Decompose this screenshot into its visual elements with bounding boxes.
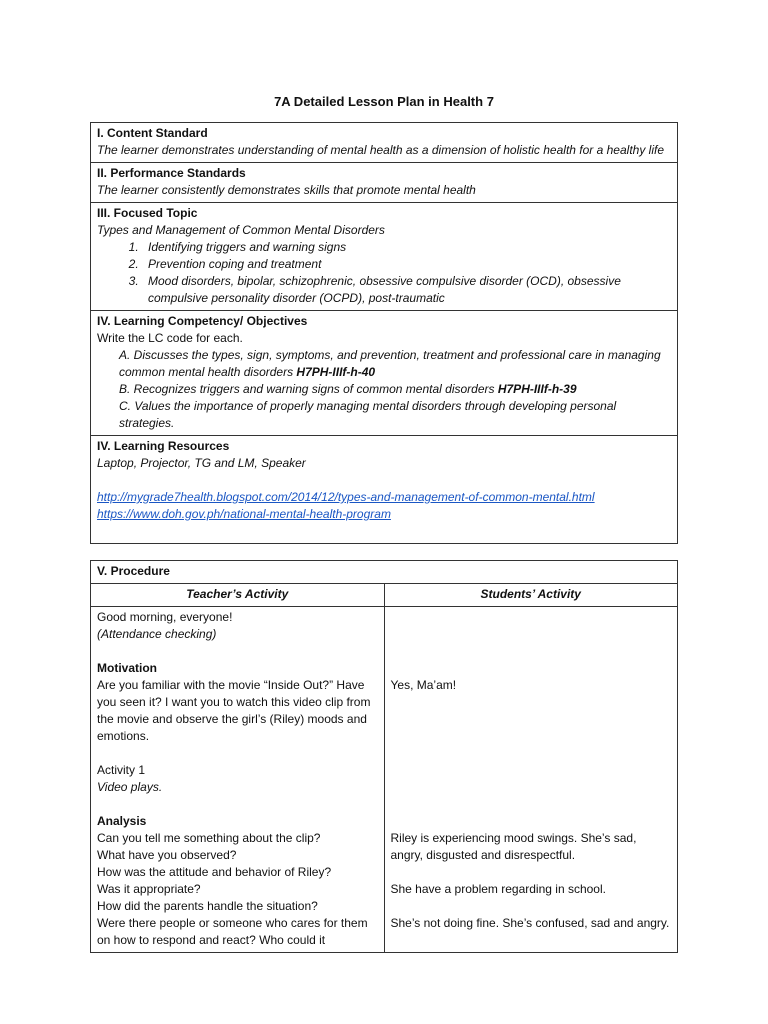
greeting: Good morning, everyone! bbox=[97, 610, 233, 624]
lesson-plan-table bbox=[90, 122, 678, 544]
list-item: 2. Prevention coping and treatment bbox=[142, 256, 671, 273]
content-standard-heading: I. Content Standard bbox=[97, 126, 208, 140]
analysis-question: How did the parents handle the situation? bbox=[97, 899, 318, 913]
teacher-activity-cell bbox=[91, 607, 385, 953]
analysis-question: Were there people or someone who cares for them on how to respond and react? Who could it bbox=[97, 916, 368, 947]
motivation-heading: Motivation bbox=[97, 661, 157, 675]
performance-standards-row bbox=[91, 163, 678, 203]
teacher-activity-header: Teacher’s Activity bbox=[91, 584, 385, 607]
list-item: 3. Mood disorders, bipolar, schizophrenic, obsessive compulsive disorder (OCD), obsessive compulsive personality disorder (OCPD), post-traumatic bbox=[142, 273, 671, 307]
objective-b: B. Recognizes triggers and warning signs of common mental disorders H7PH-IIIf-h-39 bbox=[119, 382, 577, 396]
student-answer: Yes, Ma’am! bbox=[390, 678, 457, 692]
students-activity-cell bbox=[384, 607, 678, 953]
procedure-body-row bbox=[91, 607, 678, 953]
student-answer: She have a problem regarding in school. bbox=[390, 882, 606, 896]
analysis-question: What have you observed? bbox=[97, 848, 237, 862]
objective-c: C. Values the importance of properly managing mental disorders through developing personal strategies. bbox=[119, 399, 617, 430]
motivation-text: Are you familiar with the movie “Inside Out?” Have you seen it? I want you to watch this video clip from the movie and observe the girl’s (Riley) moods and emotions. bbox=[97, 678, 371, 743]
students-activity-header: Students’ Activity bbox=[384, 584, 678, 607]
content-standard-row bbox=[91, 123, 678, 163]
student-answer: She’s not doing fine. She’s confused, sad and angry. bbox=[390, 916, 670, 930]
analysis-question: Was it appropriate? bbox=[97, 882, 201, 896]
competency-heading: IV. Learning Competency/ Objectives bbox=[97, 314, 308, 328]
procedure-table bbox=[90, 560, 678, 953]
content-standard-text: The learner demonstrates understanding of mental health as a dimension of holistic health for a healthy life bbox=[97, 143, 664, 157]
performance-standards-heading: II. Performance Standards bbox=[97, 166, 246, 180]
analysis-heading: Analysis bbox=[97, 814, 147, 828]
procedure-heading-row bbox=[91, 561, 678, 584]
resources-text: Laptop, Projector, TG and LM, Speaker bbox=[97, 456, 306, 470]
lc-code: H7PH-IIIf-h-40 bbox=[296, 365, 376, 379]
resource-link[interactable]: https://www.doh.gov.ph/national-mental-health-program bbox=[97, 507, 391, 521]
focused-topic-text: Types and Management of Common Mental Disorders bbox=[97, 223, 385, 237]
focused-topic-heading: III. Focused Topic bbox=[97, 206, 198, 220]
focused-topic-row bbox=[91, 203, 678, 311]
objective-a: A. Discusses the types, sign, symptoms, and prevention, treatment and professional care in managing common mental health disorders H7PH-IIIf-h-40 bbox=[119, 348, 661, 379]
procedure-column-headers bbox=[91, 584, 678, 607]
performance-standards-text: The learner consistently demonstrates skills that promote mental health bbox=[97, 183, 476, 197]
procedure-heading: V. Procedure bbox=[91, 561, 678, 584]
resources-row bbox=[91, 436, 678, 544]
activity-heading: Activity 1 bbox=[97, 763, 146, 777]
student-answer: Riley is experiencing mood swings. She’s sad, angry, disgusted and disrespectful. bbox=[390, 831, 637, 862]
list-item: 1. Identifying triggers and warning signs bbox=[142, 239, 671, 256]
resource-link[interactable]: http://mygrade7health.blogspot.com/2014/12/types-and-management-of-common-mental.html bbox=[97, 490, 595, 504]
competency-instruction: Write the LC code for each. bbox=[97, 331, 243, 345]
focused-topic-list bbox=[97, 239, 671, 307]
analysis-question: How was the attitude and behavior of Riley? bbox=[97, 865, 332, 879]
document-title: 7A Detailed Lesson Plan in Health 7 bbox=[274, 94, 494, 109]
resources-heading: IV. Learning Resources bbox=[97, 439, 230, 453]
analysis-question: Can you tell me something about the clip? bbox=[97, 831, 321, 845]
attendance-note: (Attendance checking) bbox=[97, 627, 217, 641]
competency-row bbox=[91, 311, 678, 436]
activity-text: Video plays. bbox=[97, 780, 163, 794]
lc-code: H7PH-IIIf-h-39 bbox=[497, 382, 577, 396]
